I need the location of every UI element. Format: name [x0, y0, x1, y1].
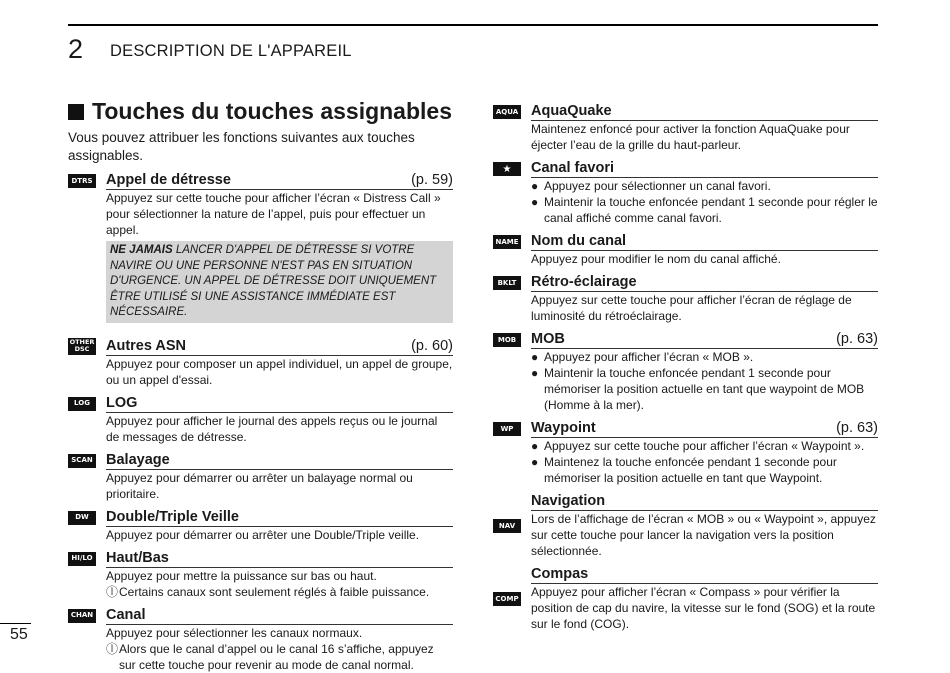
bklt-key-icon: BKLT [493, 276, 521, 290]
entry-name: Autres ASN [106, 337, 187, 354]
entry-backlight [493, 273, 878, 324]
entry-scan [68, 451, 453, 502]
section-title-text: Touches du touches assignables [92, 98, 452, 124]
name-key-icon: NAME [493, 235, 521, 249]
entry-text: Appuyez pour afficher le journal des appels reçus ou le journal de messages de détresse. [106, 413, 438, 444]
entry-name: Appel de détresse [106, 172, 231, 188]
bullet-icon: ● [531, 439, 539, 453]
entry-name: Compas [531, 566, 589, 582]
page-ref: (p. 63) [836, 420, 878, 436]
left-column [68, 98, 453, 673]
entry-name: Haut/Bas [106, 549, 169, 566]
bullet-item: ● Maintenez la touche enfoncée pendant 1 seconde pour mémoriser la position actuelle en tant que Waypoint. [531, 455, 837, 485]
entry-name: AquaQuake [531, 103, 612, 119]
page-ref: (p. 60) [411, 337, 453, 354]
bullet-icon: ● [531, 455, 539, 469]
aqua-key-icon: AQUA [493, 105, 521, 119]
bullet-icon: ● [531, 366, 539, 380]
entry-name: Canal [106, 606, 146, 623]
square-bullet-icon [68, 104, 84, 120]
entry-text: Appuyez pour démarrer ou arrêter un balayage normal ou prioritaire. [106, 470, 413, 501]
bullet-item: ● Appuyez pour afficher l’écran « MOB ». [531, 350, 754, 364]
scan-key-icon: SCAN [68, 454, 96, 468]
page-ref: (p. 63) [836, 331, 878, 347]
entry-compass [493, 565, 878, 632]
warning-text: LANCER D'APPEL DE DÉTRESSE SI VOTRE NAVIRE OU UNE PERSONNE N'EST PAS EN SITUATION D'URGENCE. UN APPEL DE DÉTRESSE DOIT UNIQUEMENT ÊTRE UTILISÉ SI UNE ASSISTANCE IMMÉDIATE EST NÉCESSAIRE. [110, 244, 437, 318]
bullet-item: ● Appuyez pour sélectionner un canal favori. [531, 179, 771, 193]
star-key-icon: ★ [493, 162, 521, 176]
entry-text: Appuyez sur cette touche pour afficher l’écran de réglage de luminosité du rétroéclairage. [531, 293, 852, 323]
entry-other-asn [68, 337, 453, 388]
entry-name: Waypoint [531, 420, 596, 436]
info-icon: ⓛ [106, 584, 119, 599]
entry-text: Appuyez pour démarrer ou arrêter une Double/Triple veille. [106, 527, 420, 542]
warning-bold: NE JAMAIS [110, 244, 173, 256]
wp-key-icon: WP [493, 422, 521, 436]
bullet-item: ● Appuyez sur cette touche pour afficher l’écran « Waypoint ». [531, 439, 865, 453]
entry-distress [68, 171, 453, 323]
entry-mob [493, 330, 878, 413]
entry-favorite [493, 159, 878, 226]
entry-dual-watch [68, 508, 453, 543]
page-ref: (p. 59) [411, 172, 453, 188]
entry-text: Lors de l’affichage de l’écran « MOB » ou « Waypoint », appuyez sur cette touche pour lancer la navigation vers la position sélectionnée. [531, 512, 876, 558]
right-column [493, 102, 878, 632]
bullet-icon: ● [531, 179, 539, 193]
entry-text: Appuyez pour sélectionner les canaux normaux. [106, 625, 363, 640]
entry-text: Appuyez pour composer un appel individuel, un appel de groupe, ou un appel d'essai. [106, 356, 453, 387]
dw-key-icon: DW [68, 511, 96, 525]
other-dsc-key-icon: OTHER DSC [69, 338, 95, 353]
entry-navigation [493, 492, 878, 559]
entry-waypoint [493, 419, 878, 486]
chapter-title: DESCRIPTION DE L'APPAREIL [110, 42, 352, 60]
page-number-rule [0, 623, 31, 624]
entry-name: LOG [106, 394, 138, 411]
entry-channel-name [493, 232, 878, 267]
bullet-item: ● Maintenir la touche enfoncée pendant 1 seconde pour mémoriser la position actuelle en tant que waypoint de MOB (Homme à la mer). [531, 366, 865, 412]
entry-name: Canal favori [531, 160, 614, 176]
entry-text: Appuyez sur cette touche pour afficher l’écran « Distress Call » pour sélectionner la nature de l’appel, puis pour effectuer un appel. [106, 191, 441, 237]
log-key-icon: LOG [68, 397, 96, 411]
entry-log [68, 394, 453, 445]
entry-name: Double/Triple Veille [106, 508, 239, 525]
warning-box [106, 241, 453, 323]
mob-key-icon: MOB [493, 333, 521, 347]
header-rule [68, 24, 878, 26]
bullet-item: ● Maintenir la touche enfoncée pendant 1 seconde pour régler le canal affiché comme canal favori. [531, 195, 878, 225]
entry-text: Appuyez pour mettre la puissance sur bas ou haut. [106, 568, 377, 583]
bullet-icon: ● [531, 195, 539, 209]
nav-key-icon: NAV [493, 519, 521, 533]
entry-text: Maintenez enfoncé pour activer la fonction AquaQuake pour éjecter l’eau de la grille du haut-parleur. [531, 122, 850, 152]
entry-text: Appuyez pour modifier le nom du canal affiché. [531, 252, 781, 266]
chan-key-icon: CHAN [68, 609, 96, 623]
section-intro: Vous pouvez attribuer les fonctions suivantes aux touches assignables. [68, 130, 415, 163]
bullet-icon: ● [531, 350, 539, 364]
entry-name: Nom du canal [531, 233, 627, 249]
chapter-number: 2 [68, 34, 84, 64]
entry-name: Balayage [106, 451, 170, 468]
entry-hi-lo [68, 549, 453, 600]
hi-lo-key-icon: HI/LO [68, 552, 96, 566]
entry-name: Navigation [531, 493, 606, 509]
info-icon: ⓛ [106, 641, 119, 656]
entry-name: MOB [531, 331, 565, 347]
entry-note: ⓛ Certains canaux sont seulement réglés à faible puissance. [106, 584, 430, 599]
section-title [68, 98, 453, 125]
entry-text: Appuyez pour afficher l’écran « Compass » pour vérifier la position de cap du navire, la vitesse sur le fond (SOG) et la route sur le fond (COG). [531, 585, 876, 631]
entry-name: Rétro-éclairage [531, 274, 637, 290]
entry-channel [68, 606, 453, 673]
entry-note: ⓛ Alors que le canal d’appel ou le canal 16 s’affiche, appuyez sur cette touche pour revenir au mode de canal normal. [106, 641, 434, 672]
comp-key-icon: COMP [493, 592, 521, 606]
page-number: 55 [10, 626, 28, 643]
dtrs-key-icon: DTRS [68, 174, 96, 188]
entry-aquaquake [493, 102, 878, 153]
